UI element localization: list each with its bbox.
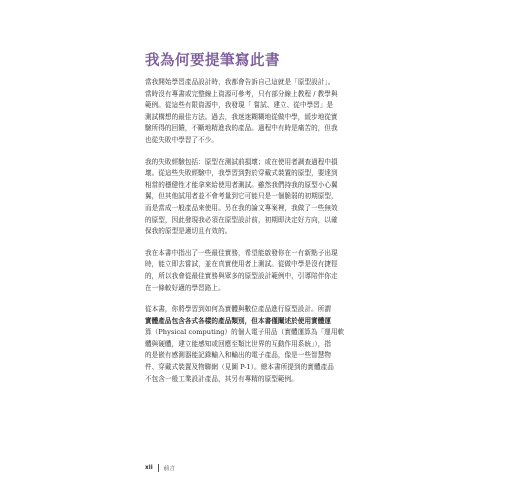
page-footer [145, 463, 175, 472]
page-title: 我為何要提筆寫此書 [145, 53, 280, 69]
body-text [145, 77, 379, 395]
section-name: 前言 [163, 466, 176, 472]
text-line: 測試構想的最佳方法。過去，我迷迷糊糊地從做中學，緩步地從實 [145, 112, 338, 121]
text-line: 翼，但其他試用者並不會考量到它可能只是一個脆弱的初期原型， [145, 192, 338, 201]
text-line: 而是當成一般產品來使用。另在我的論文專案裡，我做了一些無效 [145, 203, 338, 212]
text-line: 壞。從這些失敗經驗中，我學習到對於穿戴式裝置的原型，要達到 [145, 169, 338, 178]
text-line: 我的失敗經驗包括：原型在測試前損壞；或在使用者調查過程中損 [145, 157, 338, 166]
paragraph-2 [145, 157, 379, 238]
paragraph-1 [145, 77, 379, 147]
text-line: 當我開始學習產品設計時，我都會告訴自己這就是「原型設計」。 [145, 78, 335, 86]
text-line: 相當的穩健性才能拿來給使用者測試。雖然我們持我的原型小心翼 [145, 180, 338, 189]
text-line: 件、穿戴式裝置及物聯網（見圖 P-1）。總本書所提到的實體產品 [145, 363, 334, 372]
paragraph-3 [145, 248, 379, 294]
text-line: 也從失敗中學習了不少。 [145, 135, 219, 144]
text-line: 的原型，因此發現我必須在原型設計前，初期即決定好方向，以確 [145, 215, 338, 224]
text-line: 我在本書中指出了一些最佳實務，希望能啟發你在一有新點子出現 [145, 248, 338, 257]
text-line: 時，能立即去嘗試，並在真實使用者上測試。從做中學是沒有捷徑 [145, 260, 338, 269]
text-line: 從本書，你將學習到如何為實體與數位產品進行原型設計。所謂 [145, 305, 332, 314]
text-line: 當時沒有專書或完整線上資源可參考，只有部分線上教程 / 教學與 [145, 89, 338, 98]
text-line: 體與硬體，建立能感知或回應至類比世界的互動作用系統」），指 [145, 339, 332, 348]
text-line: 範例。從這些有限資源中，我發現「 嘗試、建立、從中學習」是 [145, 101, 334, 110]
text-line: 保我的原型是適切且有效的。 [145, 227, 232, 236]
paragraph-4 [145, 304, 379, 385]
text-line: 的是嵌有感測器能記錄輸入和輸出的電子產品，像是一些智慧物 [145, 351, 332, 360]
text-line: 不包含一般工業設計產品，其另有專精的原型範例。 [145, 374, 298, 383]
text-line: 的，所以我會從最佳實務與眾多的原型設計範例中，引導陪伴你走 [145, 271, 338, 280]
footer-divider [158, 464, 159, 472]
page-number: xii [145, 464, 153, 471]
text-line: 實體產品包含各式各樣的產品類別，但本書僅闡述於使用實體運 [145, 316, 332, 325]
text-line: 算（Physical computing）的個人電子用品（實體運算為「運用軟 [145, 328, 345, 337]
text-line: 在一條較好適的學習路上。 [145, 283, 225, 292]
text-line: 驗所得的回饋，不斷地精進我的產品。過程中有時是痛苦的，但我 [145, 124, 338, 133]
